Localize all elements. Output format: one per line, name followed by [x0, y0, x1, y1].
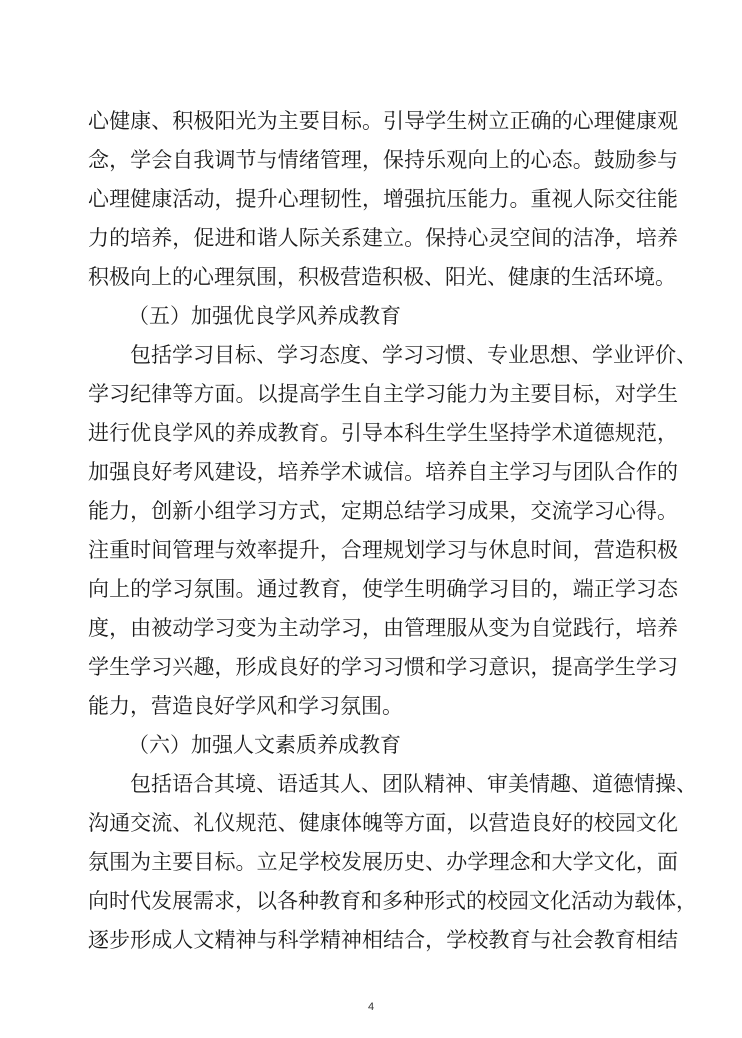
paragraph-line: 注重时间管理与效率提升，合理规划学习与休息时间，营造积极	[88, 538, 678, 562]
page-number: 4	[367, 1001, 375, 1013]
paragraph-line: 学习纪律等方面。以提高学生自主学习能力为主要目标，对学生	[88, 382, 678, 406]
paragraph-line: 逐步形成人文精神与科学精神相结合，学校教育与社会教育相结	[88, 928, 678, 952]
paragraph-line: 学生学习兴趣，形成良好的学习习惯和学习意识，提高学生学习	[88, 655, 678, 679]
paragraph-line: 心健康、积极阳光为主要目标。引导学生树立正确的心理健康观	[88, 109, 678, 133]
paragraph-line: 包括学习目标、学习态度、学习习惯、专业思想、学业评价、	[130, 343, 697, 367]
paragraph-line: 包括语合其境、语适其人、团队精神、审美情趣、道德情操、	[130, 772, 697, 796]
paragraph-line: 沟通交流、礼仪规范、健康体魄等方面，以营造良好的校园文化	[88, 811, 678, 835]
paragraph-line: 向时代发展需求，以各种教育和多种形式的校园文化活动为载体，	[88, 889, 697, 913]
section-heading: （五）加强优良学风养成教育	[128, 304, 401, 328]
paragraph-line: 力的培养，促进和谐人际关系建立。保持心灵空间的洁净，培养	[88, 226, 678, 250]
paragraph-line: 进行优良学风的养成教育。引导本科生学生坚持学术道德规范，	[88, 421, 678, 445]
paragraph-line: 度，由被动学习变为主动学习，由管理服从变为自觉践行，培养	[88, 616, 678, 640]
paragraph-line: 念，学会自我调节与情绪管理，保持乐观向上的心态。鼓励参与	[88, 148, 678, 172]
paragraph-line: 氛围为主要目标。立足学校发展历史、办学理念和大学文化，面	[88, 850, 678, 874]
paragraph-line: 向上的学习氛围。通过教育，使学生明确学习目的，端正学习态	[88, 577, 678, 601]
paragraph-line: 积极向上的心理氛围，积极营造积极、阳光、健康的生活环境。	[88, 265, 676, 289]
section-heading: （六）加强人文素质养成教育	[128, 733, 401, 757]
paragraph-line: 能力，创新小组学习方式，定期总结学习成果，交流学习心得。	[88, 499, 678, 523]
paragraph-line: 心理健康活动，提升心理韧性，增强抗压能力。重视人际交往能	[88, 187, 678, 211]
paragraph-line: 加强良好考风建设，培养学术诚信。培养自主学习与团队合作的	[88, 460, 678, 484]
paragraph-line: 能力，营造良好学风和学习氛围。	[88, 694, 403, 718]
